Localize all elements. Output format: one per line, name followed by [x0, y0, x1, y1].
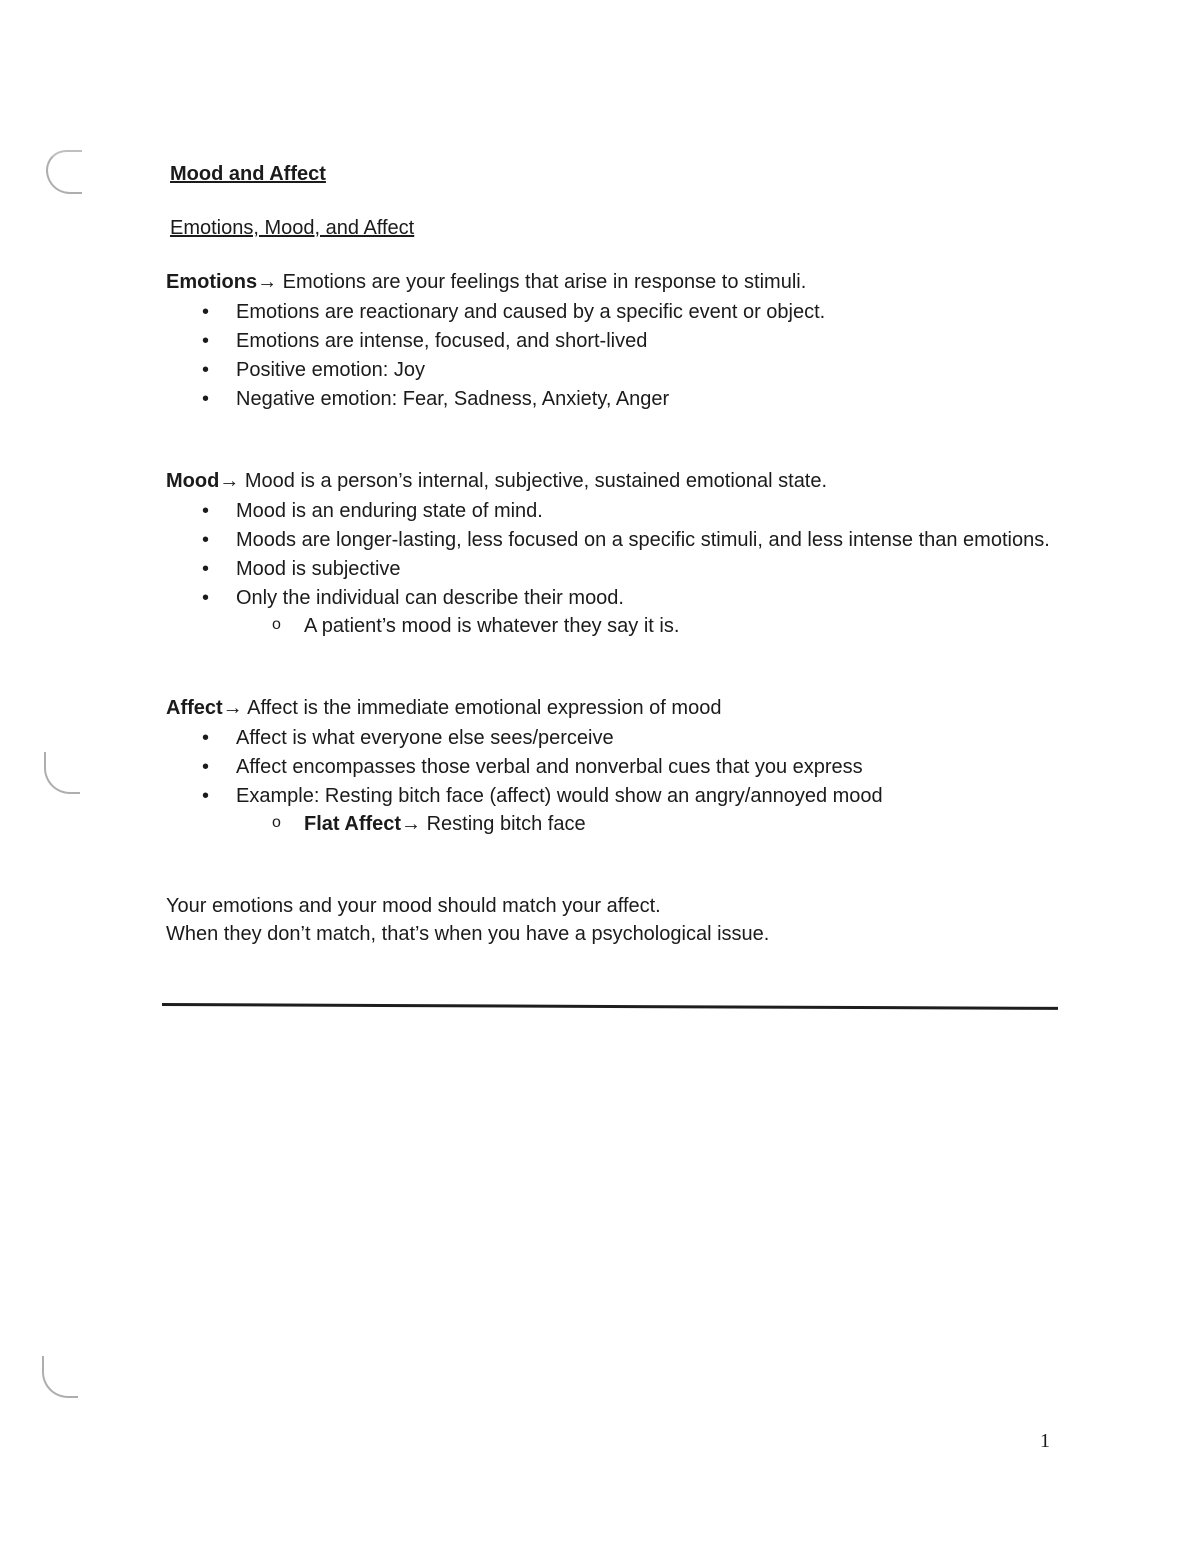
horizontal-divider: [162, 1003, 1058, 1010]
affect-sub-list: [236, 810, 1066, 838]
document-content: [166, 160, 1066, 948]
list-item-text: Example: Resting bitch face (affect) would show an angry/annoyed mood: [236, 785, 883, 807]
mood-term: Mood→: [166, 470, 240, 492]
section-mood: [166, 467, 1066, 640]
mood-sub-list: [236, 612, 1066, 640]
list-item: • Positive emotion: Joy: [236, 356, 1066, 384]
list-item: • Emotions are reactionary and caused by a specific event or object.: [236, 298, 1066, 326]
section-emotions: [166, 268, 1066, 413]
mood-bullet-list: [166, 497, 1066, 640]
list-item: • Affect encompasses those verbal and nonverbal cues that you express: [236, 753, 1066, 781]
binder-hole-top: [46, 150, 82, 194]
mood-definition: [166, 467, 1066, 495]
section-affect: [166, 694, 1066, 838]
list-item: • Moods are longer-lasting, less focused on a specific stimuli, and less intense than emotions.: [236, 526, 1066, 554]
binder-hole-bottom: [42, 1356, 78, 1398]
emotions-bullet-list: [166, 298, 1066, 413]
page-number: 1: [1040, 1430, 1050, 1452]
affect-definition: [166, 694, 1066, 722]
sub-list-item: [304, 810, 1066, 838]
emotions-term: Emotions→: [166, 271, 278, 293]
list-item-with-sub: [236, 584, 1066, 640]
list-item-text: Only the individual can describe their mood.: [236, 587, 624, 609]
closing-line-2: When they don’t match, that’s when you have a psychological issue.: [166, 923, 770, 945]
list-item-with-sub: [236, 782, 1066, 838]
list-item: • Negative emotion: Fear, Sadness, Anxiety, Anger: [236, 385, 1066, 413]
document-subtitle: Emotions, Mood, and Affect: [170, 217, 415, 239]
list-item: • Mood is subjective: [236, 555, 1066, 583]
affect-definition-text: Affect is the immediate emotional expression of mood: [242, 697, 722, 719]
mood-definition-text: Mood is a person’s internal, subjective, sustained emotional state.: [239, 470, 828, 492]
sub-list-item: o A patient’s mood is whatever they say it is.: [304, 612, 1066, 640]
emotions-definition-text: Emotions are your feelings that arise in response to stimuli.: [277, 271, 807, 293]
list-item: • Affect is what everyone else sees/perceive: [236, 724, 1066, 752]
binder-hole-middle: [44, 752, 80, 794]
list-item: • Emotions are intense, focused, and short-lived: [236, 327, 1066, 355]
emotions-definition: [166, 268, 1066, 296]
flat-affect-term: Flat Affect→: [304, 813, 422, 835]
list-item: • Mood is an enduring state of mind.: [236, 497, 1066, 525]
flat-affect-text: Resting bitch face: [421, 813, 586, 835]
closing-line-1: Your emotions and your mood should match your affect.: [166, 895, 661, 917]
document-title: Mood and Affect: [170, 163, 326, 185]
affect-term: Affect→: [166, 697, 243, 719]
affect-bullet-list: [166, 724, 1066, 838]
